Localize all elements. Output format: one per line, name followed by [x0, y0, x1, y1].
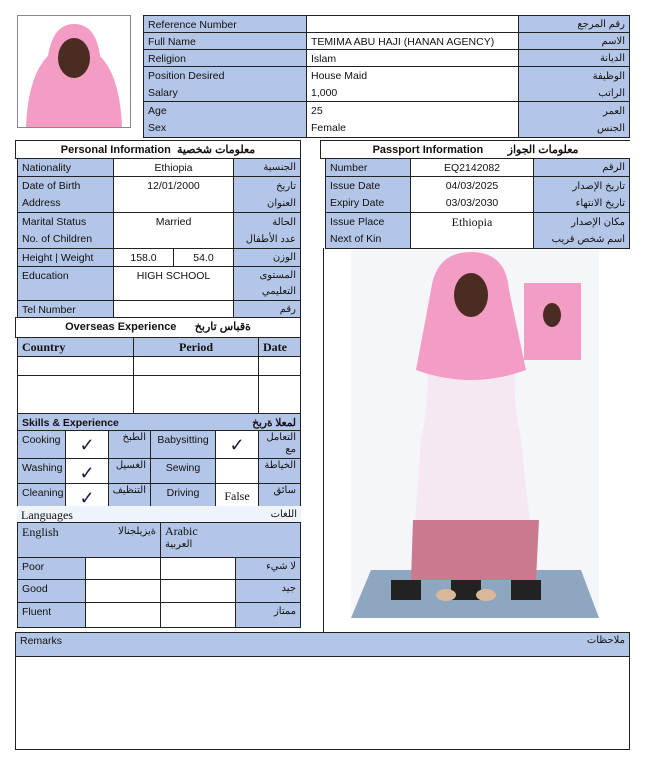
level-cell [160, 602, 236, 628]
skill-label: Cleaning [17, 483, 66, 507]
place-label: Issue Place [330, 216, 385, 228]
skill-value: ✓ [65, 458, 109, 484]
title-ar: اللغات [270, 509, 297, 520]
level-ar: لا شيء [235, 557, 301, 580]
skill-label: Cooking [17, 430, 66, 459]
education-ar: المستوى التعليمي [233, 266, 301, 301]
level-label: Poor [17, 557, 86, 580]
full-name-value: TEMIMA ABU HAJI (HANAN AGENCY) [306, 32, 519, 50]
personal-info-header [15, 140, 301, 159]
marital-values [113, 212, 234, 249]
level-ar: ممتاز [235, 602, 301, 628]
skill-label: Babysitting [150, 430, 216, 459]
passport-number-value: EQ2142082 [410, 158, 534, 177]
title-ar: ةقباس تاربخ [194, 321, 251, 333]
marital-ar-text: الحالة [272, 217, 296, 228]
title: Overseas Experience [65, 321, 177, 333]
expiry-value: 03/03/2030 [445, 197, 499, 209]
marital-ar [233, 212, 301, 249]
position-value: House Maid [311, 70, 368, 82]
kin-label: Next of Kin [330, 233, 382, 245]
salary-label: Salary [148, 87, 178, 99]
place-value: Ethiopia [451, 215, 493, 229]
dob-address-ar [233, 176, 301, 213]
address-ar: العنوان [267, 198, 296, 209]
dob-address-values [113, 176, 234, 213]
children-label: No. of Children [22, 233, 93, 245]
english-ar: ةيزيلجنالا [118, 526, 156, 537]
level-cell [85, 579, 161, 603]
nationality-value: Ethiopia [113, 158, 234, 177]
col-period: Period [133, 337, 259, 357]
sex-ar: الجنس [596, 123, 625, 134]
reference-number-value [306, 15, 519, 33]
marital-value: Married [155, 216, 192, 228]
skill-value: False [215, 483, 259, 507]
date-values [410, 176, 534, 213]
level-ar: جيد [235, 579, 301, 603]
position-salary-values [306, 66, 519, 102]
place-ar-text: مكان الإصدار [571, 217, 625, 228]
skills-header [17, 413, 301, 431]
passport-number-ar: الرقم [533, 158, 630, 177]
skill-ar: الغسيل [108, 458, 151, 484]
age-label: Age [148, 105, 167, 117]
skill-ar: سائق [258, 483, 301, 507]
title-ar: لمعلا ةربخ [252, 417, 296, 429]
sex-label: Sex [148, 122, 167, 134]
full-body-photo [351, 250, 599, 618]
age-sex-values [306, 101, 519, 138]
overseas-cell [133, 375, 259, 414]
dob-address-labels [17, 176, 114, 213]
label-ar: الديانة [518, 49, 630, 67]
place-values [410, 212, 534, 249]
salary-ar: الراتب [598, 88, 625, 99]
overseas-cell [133, 356, 259, 376]
passport-number-label: Number [325, 158, 411, 177]
kin-ar: اسم شخص قريب [551, 234, 625, 245]
issue-label: Issue Date [330, 180, 381, 192]
education-label: Education [17, 266, 114, 301]
overseas-cell [258, 375, 301, 414]
overseas-header [15, 317, 301, 338]
title: Personal Information [60, 144, 171, 156]
arabic: Arabic [165, 524, 198, 538]
english-header [17, 522, 161, 558]
label [143, 66, 307, 102]
date-ar [533, 176, 630, 213]
issue-ar: تاريخ الإصدار [572, 181, 625, 192]
photo-panel [323, 248, 630, 633]
skill-value: ✓ [65, 483, 109, 507]
skill-ar: الطبخ [108, 430, 151, 459]
skill-ar: التعامل مع [258, 430, 301, 459]
skill-value [215, 458, 259, 484]
level-cell [160, 579, 236, 603]
skill-ar: الخياطة [258, 458, 301, 484]
age-ar: العمر [603, 106, 625, 117]
expiry-label: Expiry Date [330, 197, 385, 209]
position-label: Position Desired [148, 70, 225, 82]
remarks-label: Remarks [20, 635, 63, 647]
children-ar: عدد الأطفال [245, 234, 296, 245]
education-value: HIGH SCHOOL [113, 266, 234, 301]
tel-value [113, 300, 234, 318]
height-weight-ar: الوزن [233, 248, 301, 267]
title: Languages [21, 508, 73, 522]
languages-header [17, 506, 301, 523]
label-ar: الاسم [518, 32, 630, 50]
dob-label: Date of Birth [22, 180, 81, 192]
position-ar: الوظيفة [592, 71, 625, 82]
height-weight-label: Height | Weight [17, 248, 114, 267]
tel-ar: رقم [233, 300, 301, 318]
skill-value: ✓ [215, 430, 259, 459]
tel-label: Tel Number [17, 300, 114, 318]
level-label: Fluent [17, 602, 86, 628]
dob-ar: تاريخ [276, 181, 296, 192]
title: Skills & Experience [22, 417, 119, 429]
passport-header [320, 140, 630, 159]
skill-label: Driving [150, 483, 216, 507]
skill-label: Sewing [150, 458, 216, 484]
col-date: Date [258, 337, 301, 357]
nationality-ar: الجنسية [233, 158, 301, 177]
level-cell [85, 557, 161, 580]
level-cell [160, 557, 236, 580]
label-ar [518, 66, 630, 102]
sex-value: Female [311, 122, 347, 134]
issue-value: 04/03/2025 [445, 180, 499, 192]
remarks-bar [15, 632, 630, 657]
salary-value: 1,000 [311, 87, 338, 99]
overseas-cell [258, 356, 301, 376]
skill-label: Washing [17, 458, 66, 484]
label-ar: رقم المرجع [518, 15, 630, 33]
marital-labels [17, 212, 114, 249]
overseas-cell [17, 375, 134, 414]
col-country: Country [17, 337, 134, 357]
religion-value: Islam [306, 49, 519, 67]
skill-value: ✓ [65, 430, 109, 459]
expiry-ar: تاريخ الانتهاء [575, 198, 625, 209]
height-value: 158.0 [113, 248, 174, 267]
skill-ar: التنظيف [108, 483, 151, 507]
label-ar [518, 101, 630, 138]
marital-label: Marital Status [22, 216, 87, 228]
dob-value: 12/01/2000 [147, 180, 200, 192]
place-ar [533, 212, 630, 249]
arabic-header [160, 522, 301, 558]
weight-value: 54.0 [173, 248, 234, 267]
label: Religion [143, 49, 307, 67]
title-ar: معلومات الجواز [507, 144, 579, 156]
date-labels [325, 176, 411, 213]
label [143, 101, 307, 138]
label: Reference Number [143, 15, 307, 33]
english: English [22, 525, 59, 539]
level-cell [85, 602, 161, 628]
overseas-cell [17, 356, 134, 376]
label: Full Name [143, 32, 307, 50]
nationality-label: Nationality [17, 158, 114, 177]
level-label: Good [17, 579, 86, 603]
title: Passport Information [372, 144, 484, 156]
top-info-table [143, 15, 630, 138]
place-labels [325, 212, 411, 249]
age-value: 25 [311, 105, 323, 117]
portrait-photo [17, 15, 131, 128]
arabic-ar: العربية [165, 539, 193, 550]
title-ar: معلومات شخصية [176, 144, 256, 156]
remarks-field[interactable] [15, 656, 630, 750]
address-label: Address [22, 197, 61, 209]
remarks-ar: ملاحظات [586, 635, 625, 646]
